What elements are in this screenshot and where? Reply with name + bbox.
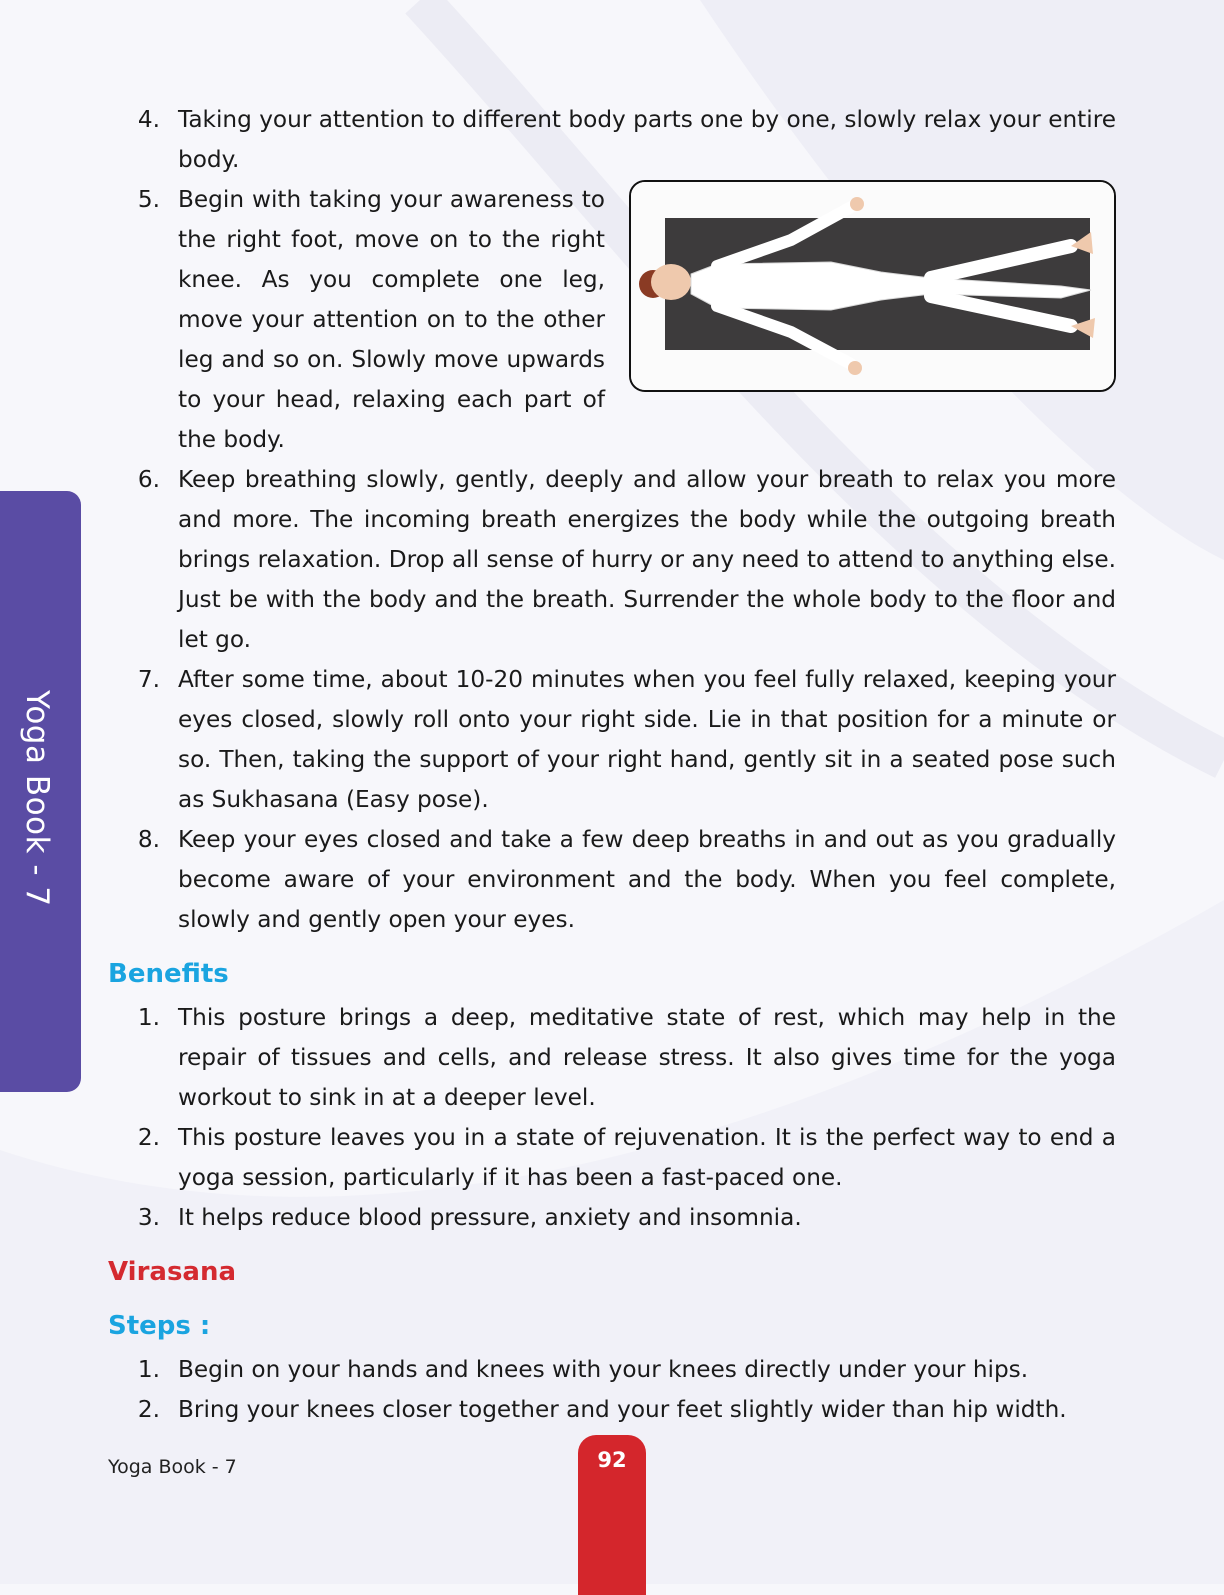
steps-heading: Steps : <box>108 1311 211 1341</box>
list-item: 7. After some time, about 10-20 minutes when you feel fully relaxed, keeping your eyes closed, slowly roll onto your right side. Lie in that position for a minute or so. Then, taking the support of your right hand, gently sit in a seated pose such as Sukhasana (Easy pose). <box>137 666 1116 813</box>
list-item: 3. It helps reduce blood pressure, anxiety and insomnia. <box>137 1204 802 1231</box>
virasana-steps-list <box>108 1350 1116 1430</box>
list-item: 2. This posture leaves you in a state of rejuvenation. It is the perfect way to end a yoga session, particularly if it has been a fast-paced one. <box>137 1124 1116 1191</box>
benefits-list <box>108 998 1116 1238</box>
list-item: 6. Keep breathing slowly, gently, deeply and allow your breath to relax you more and more. The incoming breath energizes the body while the outgoing breath brings relaxation. Drop all sense of hurry or any need to attend to anything else. Just be with the body and the breath. Surrender the whole body to the floor and let go. <box>137 466 1116 653</box>
steps-continued-list <box>108 100 1116 940</box>
list-item: 2. Bring your knees closer together and your feet slightly wider than hip width. <box>137 1396 1067 1423</box>
shavasana-photo <box>629 180 1116 392</box>
benefits-heading: Benefits <box>108 959 229 989</box>
virasana-title: Virasana <box>108 1257 237 1287</box>
list-item: 1. Begin on your hands and knees with your knees directly under your hips. <box>137 1356 1029 1383</box>
page-number: 92 <box>597 1448 627 1472</box>
list-item: 8. Keep your eyes closed and take a few deep breaths in and out as you gradually become aware of your environment and the body. When you feel complete, slowly and gently open your eyes. <box>137 826 1116 933</box>
list-item: 1. This posture brings a deep, meditative state of rest, which may help in the repair of tissues and cells, and release stress. It also gives time for the yoga workout to sink in at a deeper level. <box>137 1004 1116 1111</box>
footer-book-title: Yoga Book - 7 <box>108 1456 237 1478</box>
list-item: 5. Begin with taking your awareness to the right foot, move on to the right knee. As you complete one leg, move your attention on to the other leg and so on. Slowly move upwards to your head, relaxing each part of the body. <box>108 180 1116 460</box>
list-item: 4. Taking your attention to different body parts one by one, slowly relax your entire body. <box>137 106 1116 173</box>
side-tab-label: Yoga Book - 7 <box>19 690 55 907</box>
page-content <box>108 100 1116 1430</box>
